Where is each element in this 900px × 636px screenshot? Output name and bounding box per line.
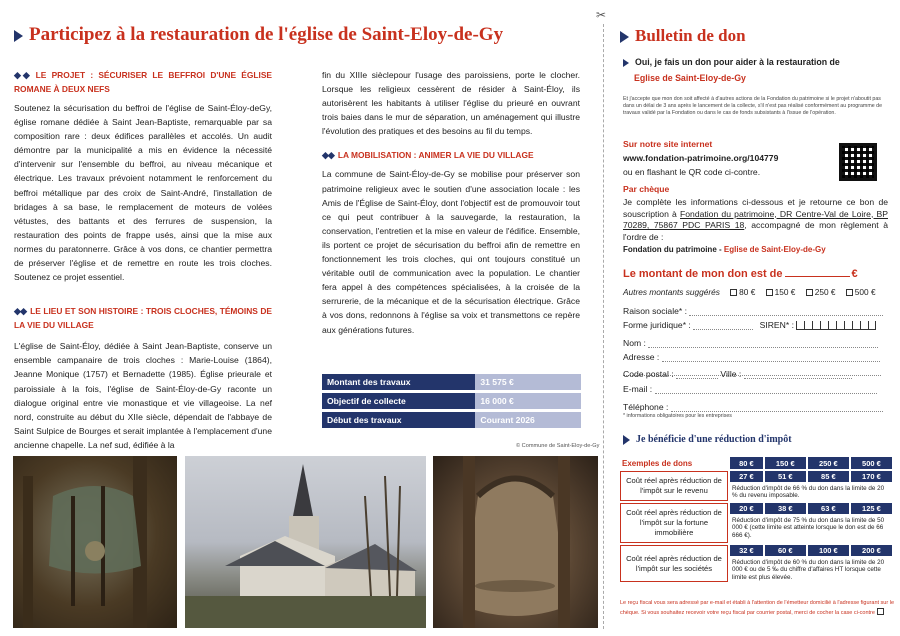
web-heading: Sur notre site internet (623, 139, 713, 149)
middle-column (322, 68, 580, 337)
table-value: Courant 2026 (475, 412, 581, 428)
church-photo (185, 456, 426, 628)
table-row (620, 471, 892, 482)
cell-value: 100 € (808, 545, 849, 556)
legal-text: Et j'accepte que mon don soit affecté à d'autres actions de la Fondation du patrimoine si le projet n'aboutit pas dans un délai de 3 ans après le lancement de la collecte, s'il n'est pas réalisé conformément au programme de travaux validé par la Fondation ou dans le cas de fonds subsistants à l'issue de l'opération. (623, 96, 883, 117)
form-subtitle: Oui, je fais un don pour aider à la restauration de (623, 57, 840, 67)
suggested-amounts: Autres montants suggérés 80 € 150 € 250 € 500 € (623, 287, 876, 297)
form-title: Bulletin de don (620, 26, 746, 46)
form-subtitle-church: Eglise de Saint-Eloy-de-Gy (634, 73, 746, 83)
tax-reduction-heading: Je bénéficie d'une réduction d'impôt (623, 434, 792, 445)
header-value: 250 € (808, 457, 849, 469)
triangle-icon (623, 59, 629, 67)
cell-value: 20 € (730, 503, 763, 514)
table-row (620, 503, 892, 514)
table-label: Début des travaux (322, 412, 475, 428)
cell-value: 63 € (808, 503, 849, 514)
triangle-icon (620, 31, 629, 43)
cheque-heading: Par chèque (623, 184, 670, 194)
code-postal-field[interactable]: Code postal : Ville : (623, 369, 852, 379)
cell-value: 51 € (765, 471, 806, 482)
donation-link[interactable]: www.fondation-patrimoine.org/104779 (623, 153, 779, 163)
donation-amount-field[interactable]: Le montant de mon don est de € (623, 268, 858, 280)
mandatory-note: * informations obligatoires pour les entreprises (623, 413, 732, 419)
header-value: 500 € (851, 457, 892, 469)
header-value: 80 € (730, 457, 763, 469)
qr-instruction: ou en flashant le QR code ci-contre. (623, 167, 761, 177)
triangle-icon (14, 30, 23, 42)
project-info-table (322, 371, 581, 431)
header-value: 150 € (765, 457, 806, 469)
adresse-field[interactable]: Adresse : (623, 352, 880, 362)
tax-reduction-table (618, 455, 894, 584)
raison-sociale-field[interactable]: Raison sociale* : (623, 306, 883, 316)
checkbox-150[interactable] (766, 289, 773, 296)
section-body-projet: Soutenez la sécurisation du beffroi de l'église de Saint-Éloy-deGy, église romane dédiée à Saint Jean-Baptiste, remarquable par sa composition rare : deux édifices parallèles et accolés. Un audit démontre par la municipalité a mis en évidence la nécessité d'intervenir sur l'ensemble du beffroi, au niveau mécanique et électrique. Les travaux prévoient notamment le renforcement du beffroi métallique par des croix de Saint-André, l'installation de bridages à sa base, le remplacement de moteurs de volées vétustes, des battants et des ferrures de suspension, la restauration des points de frappe usés, ainsi que la mise aux normes du paratonnerre. Grâce à vos dons, ce chantier permettra de préserver l'église et de remettre en route les trois cloches. Soutenez ce projet essentiel. (14, 103, 272, 283)
section-heading-histoire: ◆◆ LE LIEU ET SON HISTOIRE : TROIS CLOCHES, TÉMOINS DE LA VIE DU VILLAGE (14, 306, 273, 331)
section-body-histoire: L'église de Saint-Éloy, dédiée à Saint Jean-Baptiste, conserve un ensemble campanaire de trois cloches : Marie-Louise (1864), Jeanne Monique (1757) et Bernadette (1985). Église prieurale et paroissiale à la fois, l'église de Saint-Éloy-de-Gy raconte un dialogue original entre vie monastique et vie villageoise. La nef nord, construite au début du XIIe siècle, dépendait de l'abbaye de Saint Sulpice de Bourges et serait implantée à l'emplacement d'une ancienne chapelle. La nef sud, édifiée à la (14, 341, 272, 450)
section-heading-projet: ◆◆ LE PROJET : SÉCURISER LE BEFFROI D'UNE ÉGLISE ROMANE À DEUX NEFS (14, 70, 273, 94)
left-column (14, 68, 272, 452)
page-title: Participez à la restauration de l'église de Saint-Eloy-de-Gy (14, 24, 503, 46)
table-row (620, 457, 892, 469)
email-field[interactable]: E-mail : (623, 384, 877, 394)
diamond-icon: ◆◆ (322, 150, 334, 161)
scissors-icon: ✂ (596, 8, 607, 22)
postal-receipt-checkbox[interactable] (877, 608, 884, 615)
diamond-icon: ◆◆ (14, 70, 32, 80)
cell-value: 60 € (765, 545, 806, 556)
bell-photo (13, 456, 177, 628)
nom-field[interactable]: Nom : (623, 338, 878, 348)
table-row (322, 393, 581, 409)
row-label: Coût réel après réduction de l'impôt sur les sociétés (620, 545, 728, 582)
checkbox-80[interactable] (730, 289, 737, 296)
checkbox-500[interactable] (846, 289, 853, 296)
payee: Fondation du patrimoine - Eglise de Saint-Eloy-de-Gy (623, 245, 826, 254)
diamond-icon: ◆◆ (14, 306, 27, 317)
table-row (620, 545, 892, 556)
table-label: Objectif de collecte (322, 393, 475, 409)
photo-credit: © Commune de Saint-Eloy-de-Gy (516, 443, 600, 449)
triangle-icon (623, 435, 630, 445)
table-row (322, 374, 581, 390)
cut-line (603, 24, 604, 629)
section-body-mobilisation: La commune de Saint-Éloy-de-Gy se mobilise pour préserver son patrimoine religieux avec le soutien d'une association locale : les Amis de l'Église de Saint-Éloy, dont l'objectif est de promouvoir tout ce qui peut contribuer à la sauvegarde, la restauration, la conservation, l'entretien et la mise en valeur de l'édifice. Ensemble, ils portent ce projet de sécurisation du beffroi afin de remettre en fonctionnement les trois cloches, qui ont toujours constitué un véritable outil de communication avec la population. Le chantier fera appel à des compétences spécialisées, à la croisée de la serrurerie, de la mécanique et de la sécurisation électrique. Grâce à vos dons, redonnons à l'église sa voix et transmettons ce repère aux générations futures. (322, 169, 580, 335)
row-label: Coût réel après réduction de l'impôt sur le revenu (620, 471, 728, 501)
qr-code-icon[interactable] (839, 143, 877, 181)
row-note: Réduction d'impôt de 60 % du don dans la limite de 20 000 € ou de 5 ‰ du chiffre d'affaires HT lorsque cette limite est plus élevée. (732, 559, 885, 581)
table-row (322, 412, 581, 428)
section-body-continued: fin du XIIIe sièclepour l'usage des paroissiens, porte le clocher. Lorsque les religieux cessèrent de résider à Saint-Éloy, ils autorisèrent les habitants à utiliser l'église du prieuré en ouvrant trois baies dans le mur de séparation, un aménagement qui illustre l'évolution des pratiques et des besoins au fil du temps. (322, 70, 580, 137)
cell-value: 170 € (851, 471, 892, 482)
cell-value: 200 € (851, 545, 892, 556)
row-label: Coût réel après réduction de l'impôt sur la fortune immobilière (620, 503, 728, 543)
table-value: 31 575 € (475, 374, 581, 390)
table-value: 16 000 € (475, 393, 581, 409)
examples-label: Exemples de dons (622, 458, 693, 468)
cell-value: 38 € (765, 503, 806, 514)
checkbox-250[interactable] (806, 289, 813, 296)
table-label: Montant des travaux (322, 374, 475, 390)
cheque-text: Je complète les informations ci-dessous et je retourne ce bon de souscription à Fondation du patrimoine, DR Centre-Val de Loire, BP 70289, 75867 PDC PARIS 18, accompagné de mon règlement à l'ordre de : (623, 197, 888, 242)
bell-closeup-photo (433, 456, 598, 628)
row-note: Réduction d'impôt de 75 % du don dans la limite de 50 000 € (cette limite est atteinte lorsque le don est de 66 666 €). (732, 517, 885, 539)
forme-juridique-field[interactable]: Forme juridique* : SIREN* : (623, 320, 876, 330)
telephone-field[interactable]: Téléphone : (623, 402, 883, 412)
cell-value: 85 € (808, 471, 849, 482)
cell-value: 27 € (730, 471, 763, 482)
cell-value: 125 € (851, 503, 892, 514)
cell-value: 32 € (730, 545, 763, 556)
section-heading-mobilisation: ◆◆ LA MOBILISATION : ANIMER LA VIE DU VILLAGE (322, 150, 534, 161)
footer-note: Le reçu fiscal vous sera adressé par e-mail et établi à l'attention de l'émetteur domicilié à l'adresse figurant sur le chèque. Si vous souhaitez recevoir votre reçu fiscal par courrier postal, merci de cocher la case ci-contre (620, 600, 895, 616)
row-note: Réduction d'impôt de 66 % du don dans la limite de 20 % du revenu imposable. (732, 485, 885, 500)
